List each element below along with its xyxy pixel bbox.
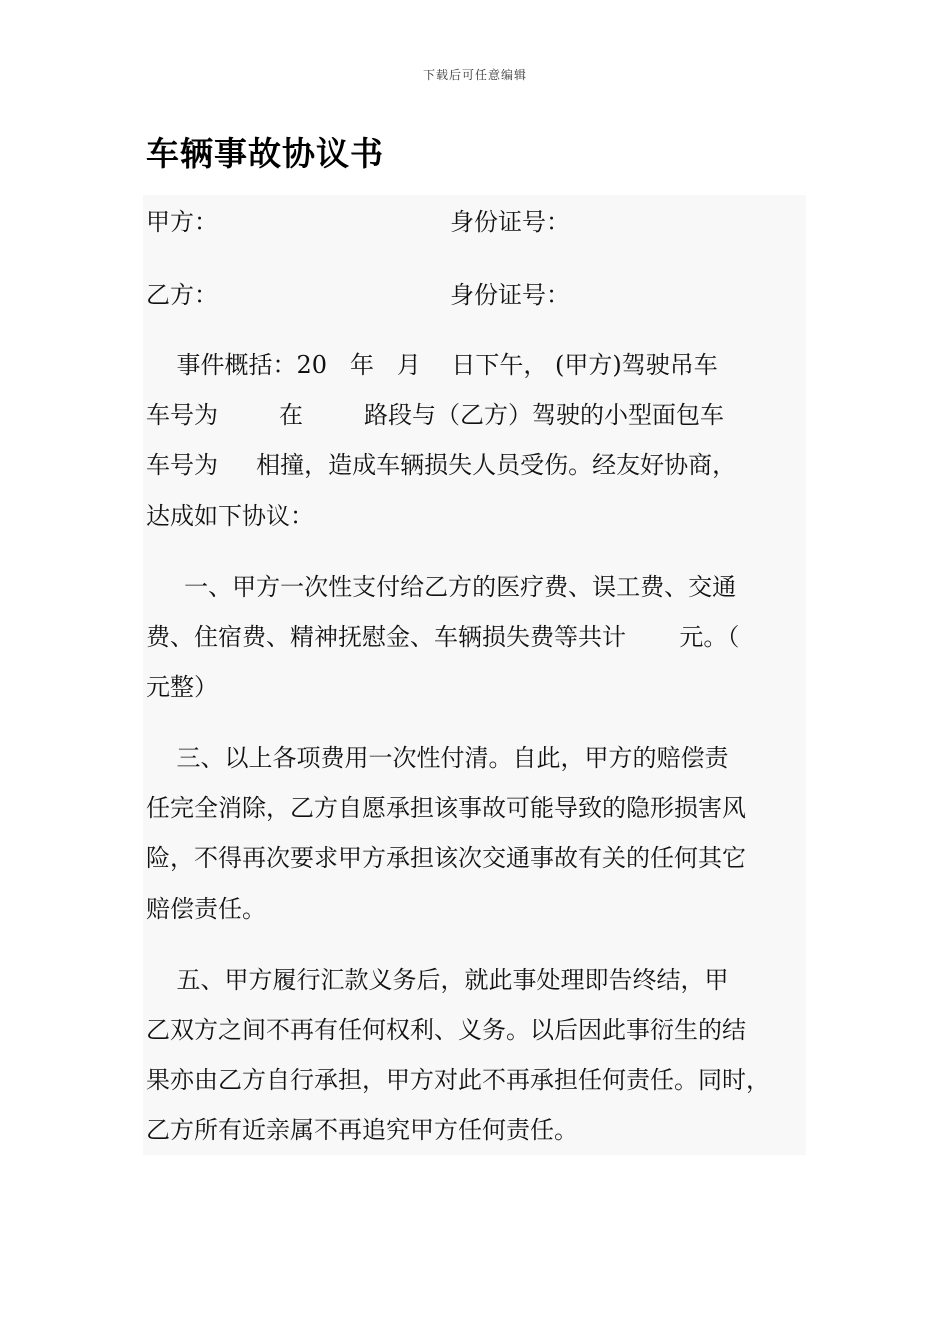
party-a-label: 甲方： bbox=[146, 208, 218, 236]
clause-one-line: 费、住宿费、精神抚慰金、车辆损失费等共计 元。（ bbox=[146, 623, 740, 651]
clause-three-line: 三、以上各项费用一次性付清。自此，甲方的赔偿责 bbox=[146, 744, 729, 772]
clause-five-line: 乙方所有近亲属不再追究甲方任何责任。 bbox=[146, 1116, 578, 1144]
page-header-note: 下载后可任意编辑 bbox=[422, 68, 527, 82]
summary-line: 车号为 在 路段与（乙方）驾驶的小型面包车 bbox=[146, 401, 725, 429]
clause-five-line: 五、甲方履行汇款义务后，就此事处理即告终结，甲 bbox=[146, 966, 729, 994]
clause-five-line: 果亦由乙方自行承担，甲方对此不再承担任何责任。同时， bbox=[146, 1066, 770, 1094]
document-body-panel bbox=[143, 195, 806, 1155]
clause-three-line: 赔偿责任。 bbox=[146, 895, 266, 923]
summary-line: 车号为 相撞，造成车辆损失人员受伤。经友好协商， bbox=[146, 451, 737, 479]
party-a-id-label: 身份证号： bbox=[450, 208, 570, 236]
clause-one-line: 元整） bbox=[146, 673, 218, 701]
clause-three-line: 险，不得再次要求甲方承担该次交通事故有关的任何其它 bbox=[146, 844, 746, 872]
clause-five-line: 乙双方之间不再有任何权利、义务。以后因此事衍生的结 bbox=[146, 1016, 746, 1044]
summary-line: 达成如下协议： bbox=[146, 502, 314, 530]
clause-one-line: 一、甲方一次性支付给乙方的医疗费、误工费、交通 bbox=[146, 573, 737, 601]
clause-three-line: 任完全消除，乙方自愿承担该事故可能导致的隐形损害风 bbox=[146, 794, 746, 822]
document-title: 车辆事故协议书 bbox=[146, 134, 384, 173]
party-b-label: 乙方： bbox=[146, 281, 218, 309]
summary-line: 事件概括：20 年 月 日下午， (甲方)驾驶吊车 bbox=[146, 351, 718, 379]
party-b-id-label: 身份证号： bbox=[450, 281, 570, 309]
